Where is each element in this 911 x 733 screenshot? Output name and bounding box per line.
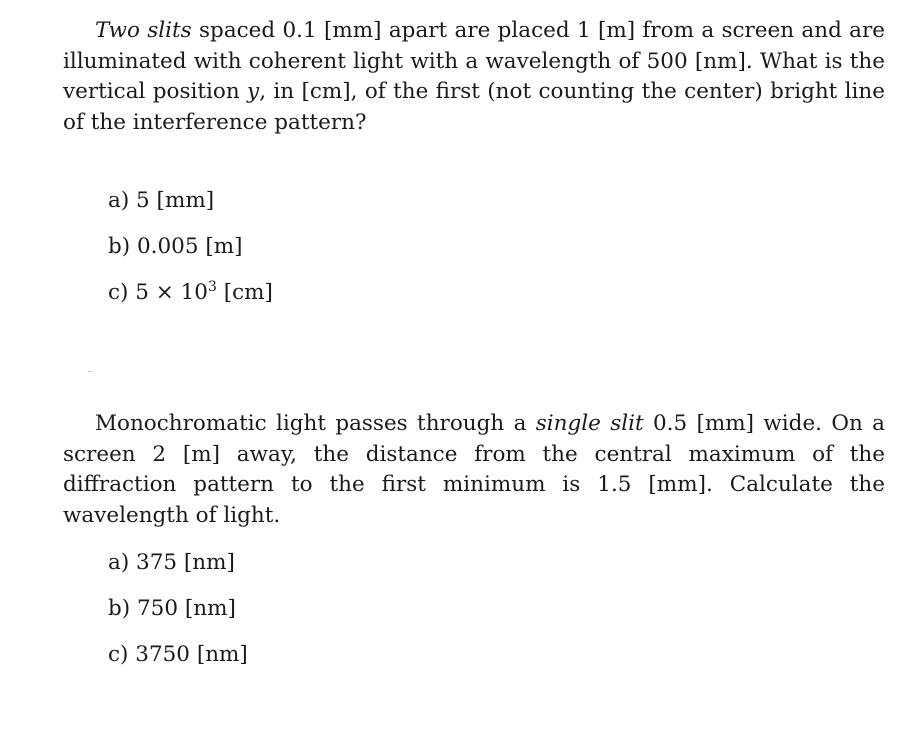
problem-1-options <box>108 178 273 316</box>
problem-2-text-a: Monochromatic light passes through a <box>95 411 536 436</box>
problem-2-option-a: a) 375 [nm] <box>108 550 235 575</box>
problem-1-option-c-pre: c) 5 × 10 <box>108 280 208 305</box>
problem-1-text-a: spaced 0.1 [mm] apart are placed 1 [m] from a screen and are illuminated with coherent light with a wavelength of 500 [nm]. What is the vertical position <box>63 18 885 104</box>
problem-2-italic: single slit <box>535 411 644 436</box>
problem-1-lead-italic: Two slits <box>95 18 192 43</box>
problem-1-option-c-post: [cm] <box>216 280 273 305</box>
problem-1-variable-y: y <box>247 79 260 104</box>
problem-2-text-b: 0.5 [mm] wide. On a screen 2 [m] away, the distance from the central maximum of the diffraction pattern to the first minimum is 1.5 [mm]. Calculate the wavelength of light. <box>63 411 885 528</box>
problem-1-option-a: a) 5 [mm] <box>108 188 215 213</box>
problem-2-option-c: c) 3750 [nm] <box>108 642 248 667</box>
problem-1-option-b: b) 0.005 [m] <box>108 234 243 259</box>
problem-1-text-b: , in [cm], of the first (not counting the center) bright line of the interference pattern? <box>63 79 885 135</box>
problem-2-options <box>108 540 248 678</box>
problem-1-option-c <box>108 270 273 316</box>
problem-1-option-c-exponent: 3 <box>207 278 217 295</box>
problem-2-option-b: b) 750 [nm] <box>108 596 236 621</box>
separator-mark <box>88 371 92 372</box>
problem-2-statement <box>63 409 885 531</box>
problem-1-statement <box>63 16 885 138</box>
